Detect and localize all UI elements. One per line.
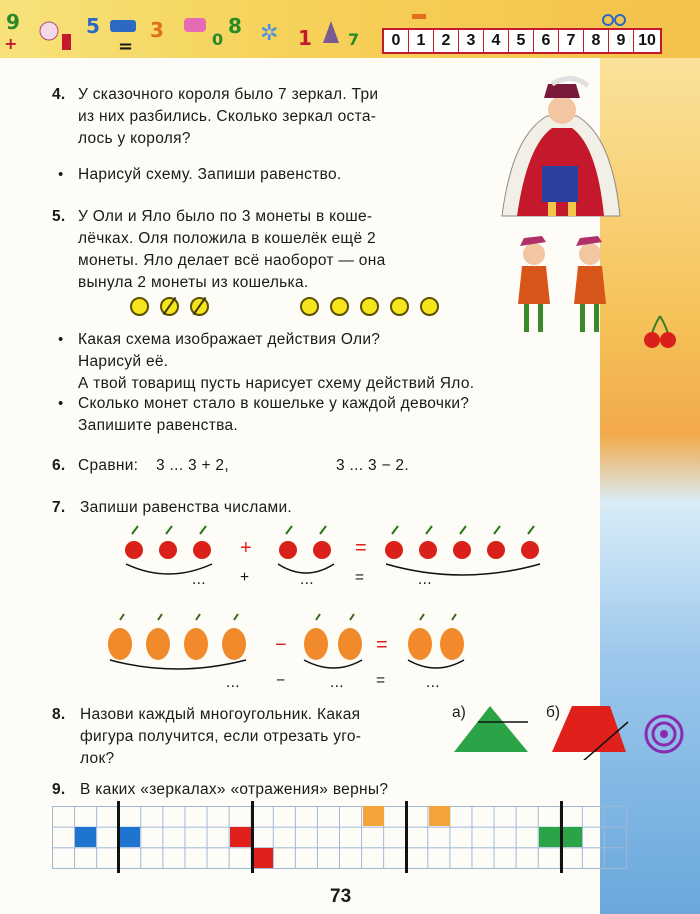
task-7-text: Запиши равенства числами.	[80, 499, 293, 516]
task-5-line: У Оли и Яло было по 3 монеты в коше-	[78, 208, 373, 225]
deco-digit: 8	[228, 14, 242, 38]
mirror-line	[405, 801, 408, 873]
snowflake-icon	[256, 18, 284, 46]
orange-square	[363, 806, 384, 826]
page-number: 73	[330, 886, 352, 907]
task-6-expression: 3 ... 3 + 2,	[156, 457, 229, 474]
pear-group	[304, 614, 362, 668]
tiny-pencil-icon	[410, 6, 430, 24]
task-number: 8.	[52, 706, 66, 723]
coin	[360, 297, 379, 316]
task-4-line: лось у короля?	[78, 130, 191, 147]
red-square	[252, 848, 273, 868]
operator: =	[376, 672, 386, 689]
two-girls-illustration	[506, 232, 618, 338]
operator: =	[355, 569, 365, 586]
task-5-line: вынула 2 монеты из кошелька.	[78, 274, 309, 291]
coin	[130, 297, 149, 316]
task-number: 9.	[52, 781, 66, 798]
bell-icon	[318, 18, 344, 48]
red-block-icon	[62, 34, 72, 50]
scissors-icon	[600, 6, 630, 28]
ruler-cell: 7	[559, 30, 584, 52]
deco-plus: +	[4, 34, 18, 53]
king-illustration	[492, 76, 622, 226]
stationery-icon	[108, 14, 138, 36]
ruler-cell: 5	[509, 30, 534, 52]
task-5-question: А твой товарищ пусть нарисует схему действий Яло.	[78, 375, 475, 392]
red-square	[230, 827, 251, 847]
mirror-line	[560, 801, 563, 873]
task-5-question: Какая схема изображает действия Оли?	[78, 331, 381, 348]
deco-digit: 3	[150, 18, 164, 42]
blank-answer: ...	[418, 571, 432, 588]
clip-icon	[182, 14, 210, 36]
ruler-cell: 0	[384, 30, 409, 52]
equals-sign: =	[355, 537, 367, 559]
deco-digit: 5	[86, 14, 100, 38]
mirror-line	[251, 801, 254, 873]
deco-digit: 1	[298, 26, 312, 50]
shape-label-a: а)	[452, 704, 466, 721]
task-5-question: Сколько монет стало в кошельке у каждой девочки?	[78, 395, 470, 412]
blank-answer: ...	[426, 674, 440, 691]
blue-square	[75, 827, 96, 847]
ruler-cell: 2	[434, 30, 459, 52]
deco-equals: =	[118, 36, 134, 57]
shape-label-b: б)	[546, 704, 561, 721]
deco-digit: 9	[6, 10, 20, 34]
ruler-cell: 3	[459, 30, 484, 52]
blank-answer: ...	[192, 571, 206, 588]
task-4-line: из них разбились. Сколько зеркал оста-	[78, 108, 377, 125]
task-9-text: В каких «зеркалах» «отражения» верны?	[80, 781, 389, 798]
cherry-group	[125, 526, 212, 574]
green-square	[539, 827, 560, 847]
pear-group	[108, 614, 246, 669]
task-number: 5.	[52, 208, 66, 225]
ruler-cell: 8	[584, 30, 609, 52]
orange-square	[429, 806, 450, 826]
operator: −	[276, 672, 286, 689]
deco-digit: 7	[348, 30, 360, 49]
green-square	[561, 827, 582, 847]
plus-sign: +	[240, 537, 252, 559]
number-line	[382, 28, 662, 54]
spiral-icon	[642, 712, 686, 756]
blank-answer: ...	[226, 674, 240, 691]
bullet-icon: •	[58, 395, 64, 412]
mirror-line	[117, 801, 120, 873]
coin-crossed	[160, 297, 179, 316]
task-8-line: лок?	[80, 750, 115, 767]
svg-text:✲: ✲	[260, 21, 279, 46]
polygons	[450, 700, 640, 760]
cherries-icon	[640, 312, 680, 352]
bullet-icon: •	[58, 166, 64, 183]
blue-square	[119, 827, 140, 847]
red-trapezoid	[552, 706, 626, 752]
goat-icon	[36, 16, 62, 46]
coin	[390, 297, 409, 316]
equals-sign: =	[376, 634, 388, 656]
operator: +	[240, 569, 250, 586]
task-4-instruction: Нарисуй схему. Запиши равенство.	[78, 166, 342, 183]
cherry-equation	[120, 522, 550, 588]
deco-digit: 0	[212, 30, 224, 49]
blank-answer: ...	[330, 674, 344, 691]
task-5-question: Запишите равенства.	[78, 417, 238, 434]
coin	[330, 297, 349, 316]
cherry-group	[278, 526, 334, 573]
task-5-line: лёчках. Оля положила в кошелёк ещё 2	[78, 230, 376, 247]
pear-equation	[102, 612, 472, 676]
cherry-group	[385, 526, 540, 575]
ruler-cell: 4	[484, 30, 509, 52]
task-5-question: Нарисуй её.	[78, 353, 169, 370]
minus-sign: −	[275, 634, 287, 656]
bullet-icon: •	[58, 331, 64, 348]
ruler-cell: 1	[409, 30, 434, 52]
task-number: 6.	[52, 457, 66, 474]
task-8-line: фигура получится, если отрезать уго-	[80, 728, 362, 745]
ruler-cell: 9	[609, 30, 634, 52]
task-4-line: У сказочного короля было 7 зеркал. Три	[78, 86, 379, 103]
coin	[300, 297, 319, 316]
task-8-line: Назови каждый многоугольник. Какая	[80, 706, 361, 723]
ruler-cell: 10	[638, 32, 656, 49]
task-6-label: Сравни:	[78, 457, 139, 474]
task-number: 7.	[52, 499, 66, 516]
ruler-cell: 6	[534, 30, 559, 52]
pear-group	[408, 614, 464, 668]
task-number: 4.	[52, 86, 66, 103]
blank-answer: ...	[300, 571, 314, 588]
green-triangle	[454, 706, 528, 752]
header-banner	[0, 0, 700, 58]
task-6-expression: 3 ... 3 − 2.	[336, 457, 409, 474]
coin	[420, 297, 439, 316]
task-5-line: монеты. Яло делает всё наоборот — она	[78, 252, 386, 269]
coin-crossed	[190, 297, 209, 316]
